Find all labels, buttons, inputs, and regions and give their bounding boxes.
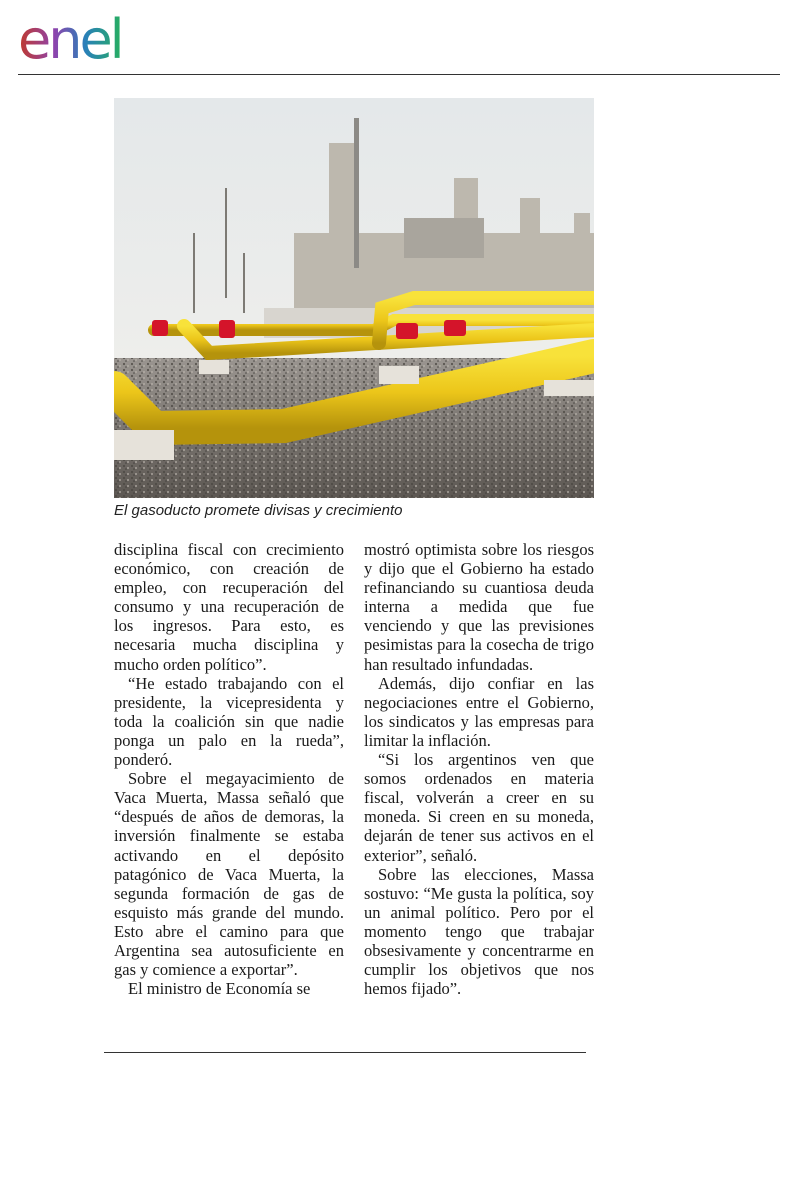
header-divider [18,74,780,75]
paragraph: Sobre el megayacimiento de Vaca Muerta, Massa señaló que “después de años de demoras, la inversión finalmente se estaba activando en el depósito patagónico de Vaca Muerta, la segunda formación de gas de esquisto más grande del mundo. Esto abre el camino para que Argentina sea autosuficiente en gas y comience a exportar”. [114,769,344,980]
gas-pipeline-photo [114,98,594,498]
article-column-right [364,540,594,998]
article-end-divider [104,1052,586,1053]
paragraph: “Si los argentinos ven que somos ordenados en materia fiscal, volverán a creer en su moneda. Si creen en su moneda, dejarán de tener sus activos en el exterior”, señaló. [364,750,594,865]
photo-caption: El gasoducto promete divisas y crecimiento [114,502,403,519]
paragraph: “He estado trabajando con el presidente, la vicepresidenta y toda la coalición sin que nadie ponga un palo en la rueda”, ponderó. [114,673,344,770]
paragraph: mostró optimista sobre los riesgos y dijo que el Gobierno ha estado refinanciando su cuantiosa deuda interna a medida que fue venciendo y que las previsiones pesimistas para la cosecha de trigo han resultado infundadas. [364,540,594,674]
paragraph: El ministro de Economía se [128,979,311,999]
paragraph: disciplina fiscal con crecimiento económico, con creación de empleo, con recuperación del consumo y una recuperación de los ingresos. Para esto, es necesaria mucha disciplina y mucho orden político”. [114,540,344,674]
article-column-left [114,540,344,998]
paragraph: Sobre las elecciones, Massa sostuvo: “Me gusta la política, soy un animal político. Pero por el momento tengo que trabajar obsesivamente y concentrarme en cumplir los objetivos que nos hemos fijado”. [364,864,594,999]
logo-text: enel [18,14,122,66]
paragraph: Además, dijo confiar en las negociaciones entre el Gobierno, los sindicatos y las empresas para limitar la inflación. [364,673,594,750]
enel-logo [18,14,168,66]
